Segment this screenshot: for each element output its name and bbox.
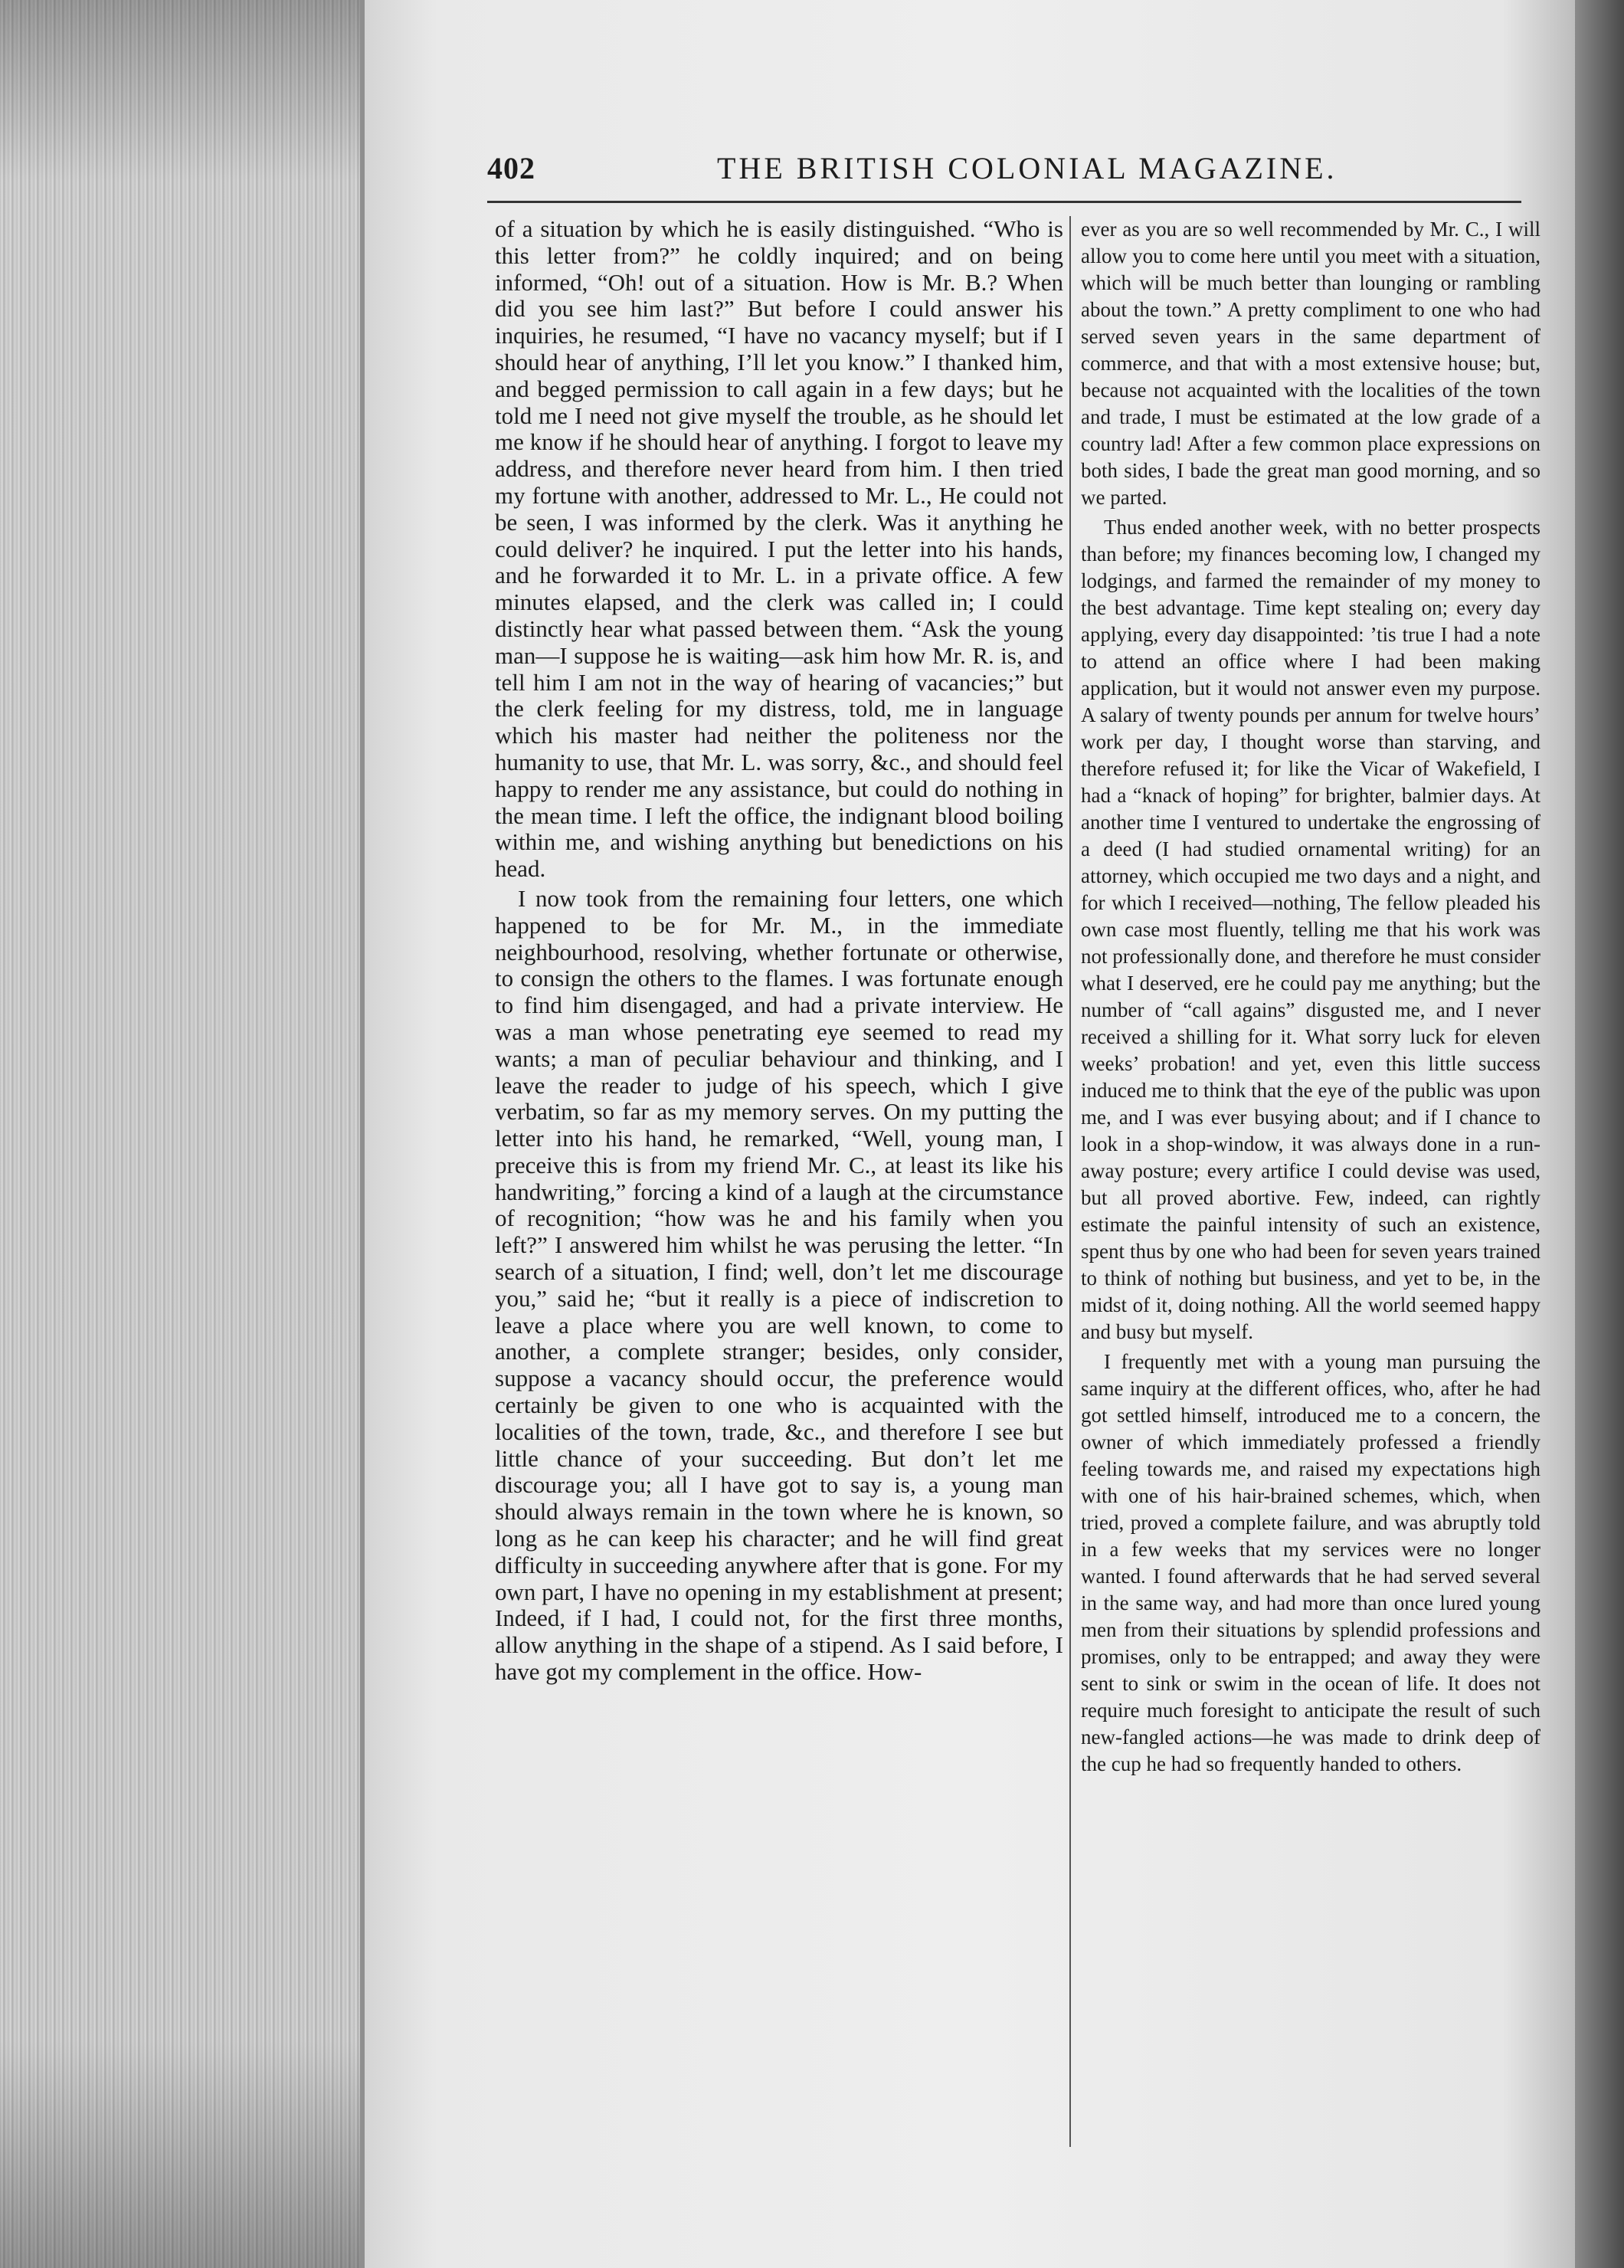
page-header xyxy=(487,150,1460,196)
magazine-title: THE BRITISH COLONIAL MAGAZINE. xyxy=(717,151,1338,185)
page-shadow-edge xyxy=(1575,0,1624,2268)
right-paragraph-2: Thus ended another week, with no better prospects than before; my finances becoming low, I changed my lodgings, and farmed the remainder of my money to the best advantage. Time kept stealing on; every day applying, every day disappointed: ’tis true I had a note to attend an office where I had been making application, but it would not answer even my purpose. A salary of twenty pounds per annum for twelve hours’ work per day, I thought worse than starving, and therefore refused it; for like the Vicar of Wakefield, I had a “knack of hoping” for brighter, balmier days. At another time I ventured to undertake the engrossing of a deed (I had studied ornamental writing) for an attorney, which occupied me two days and a night, and for which I received—nothing, The fellow pleaded his own case most fluently, telling me that his work was not professionally done, and therefore he must consider what I deserved, ere he could pay me anything; but the number of “call agains” disgusted me, and I never received a shilling for it. What sorry luck for eleven weeks’ probation! and yet, even this little success induced me to think that the eye of the public was upon me, and I was ever busying about; and if I chance to look in a shop-window, it was always done in a run-away posture; every artifice I could devise was used, but all proved abortive. Few, indeed, can rightly estimate the painful intensity of such an existence, spent thus by one who had been for seven years trained to think of nothing but business, and yet to be, in the midst of it, doing nothing. All the world seemed happy and busy but myself. xyxy=(1081,516,1541,1343)
column-divider xyxy=(1069,216,1071,2147)
magazine-page xyxy=(365,0,1575,2268)
header-rule xyxy=(487,201,1521,203)
right-column xyxy=(1081,216,1541,1778)
left-paragraph-1: of a situation by which he is easily distinguished. “Who is this letter from?” he coldly inquired; and on being informed, “Oh! out of a situation. How is Mr. B.? When did you see him last?” But before I could answer his inquiries, he resumed, “I have no vacancy myself; but if I should hear of anything, I’ll let you know.” I thanked him, and begged permission to call again in a few days; but he told me I need not give myself the trouble, as he should let me know if he should hear of anything. I forgot to leave my address, and therefore never heard from him. I then tried my fortune with another, addressed to Mr. L., He could not be seen, I was informed by the clerk. Was it anything he could deliver? he inquired. I put the letter into his hands, and he forwarded it to Mr. L. in a private office. A few minutes elapsed, and the clerk was called in; I could distinctly hear what passed between them. “Ask the young man—I suppose he is waiting—ask him how Mr. R. is, and tell him I am not in the way of hearing of vacancies;” but the clerk feeling for my distress, told, me in language which his master had neither the politeness nor the humanity to use, that Mr. L. was sorry, &c., and should feel happy to render me any assistance, but could do nothing in the mean time. I left the office, the indignant blood boiling within me, and wishing anything but benedictions on his head. xyxy=(495,215,1063,883)
left-paragraph-2: I now took from the remaining four letters, one which happened to be for Mr. M., in the immediate neighbourhood, resolving, whether fortunate or otherwise, to consign the others to the flames. I was fortunate enough to find him disengaged, and had a private interview. He was a man whose penetrating eye seemed to read my wants; a man of peculiar behaviour and thinking, and I leave the reader to judge of his speech, which I give verbatim, so far as my memory serves. On my putting the letter into his hand, he remarked, “Well, young man, I preceive this is from my friend Mr. C., at least its like his handwriting,” forcing a kind of a laugh at the circumstance of recognition; “how was he and his family when you left?” I answered him whilst he was perusing the letter. “In search of a situation, I find; well, don’t let me discourage you,” said he; “but it really is a piece of indiscretion to leave a place where you are well known, to come to another, a complete stranger; besides, only consider, suppose a vacancy should occur, the preference would certainly be given to one who is acquainted with the localities of the town, trade, &c., and therefore I see but little chance of your succeeding. But don’t let me discourage you; all I have got to say is, a young man should always remain in the town where he is known, so long as he can keep his character; and he will find great difficulty in succeeding anywhere after that is gone. For my own part, I have no opening in my establishment at present; Indeed, if I had, I could not, for the first three months, allow anything in the shape of a stipend. As I said before, I have got my complement in the office. How- xyxy=(495,884,1063,1686)
left-column xyxy=(495,216,1063,1686)
page-number: 402 xyxy=(487,151,535,185)
right-paragraph-1: ever as you are so well recommended by Mr. C., I will allow you to come here until you meet with a situation, which will be much better than lounging or rambling about the town.” A pretty compliment to one who had served seven years in the same department of commerce, and that with a most extensive house; but, because not acquainted with the localities of the town and trade, I must be estimated at the low grade of a country lad! After a few common place expressions on both sides, I bade the great man good morning, and so we parted. xyxy=(1081,218,1541,509)
book-page-edges xyxy=(0,0,365,2268)
right-paragraph-3: I frequently met with a young man pursuing the same inquiry at the different offices, who, after he had got settled himself, introduced me to a concern, the owner of which immediately professed a friendly feeling towards me, and raised my expectations high with one of his hair-brained schemes, which, when tried, proved a complete failure, and was abruptly told in a few weeks that my services were no longer wanted. I found afterwards that he had served several in the same way, and had more than once lured young men from their situations by splendid professions and promises, only to be entrapped; and away they were sent to sink or swim in the ocean of life. It does not require much foresight to anticipate the result of such new-fangled actions—he was made to drink deep of the cup he had so frequently handed to others. xyxy=(1081,1350,1541,1775)
